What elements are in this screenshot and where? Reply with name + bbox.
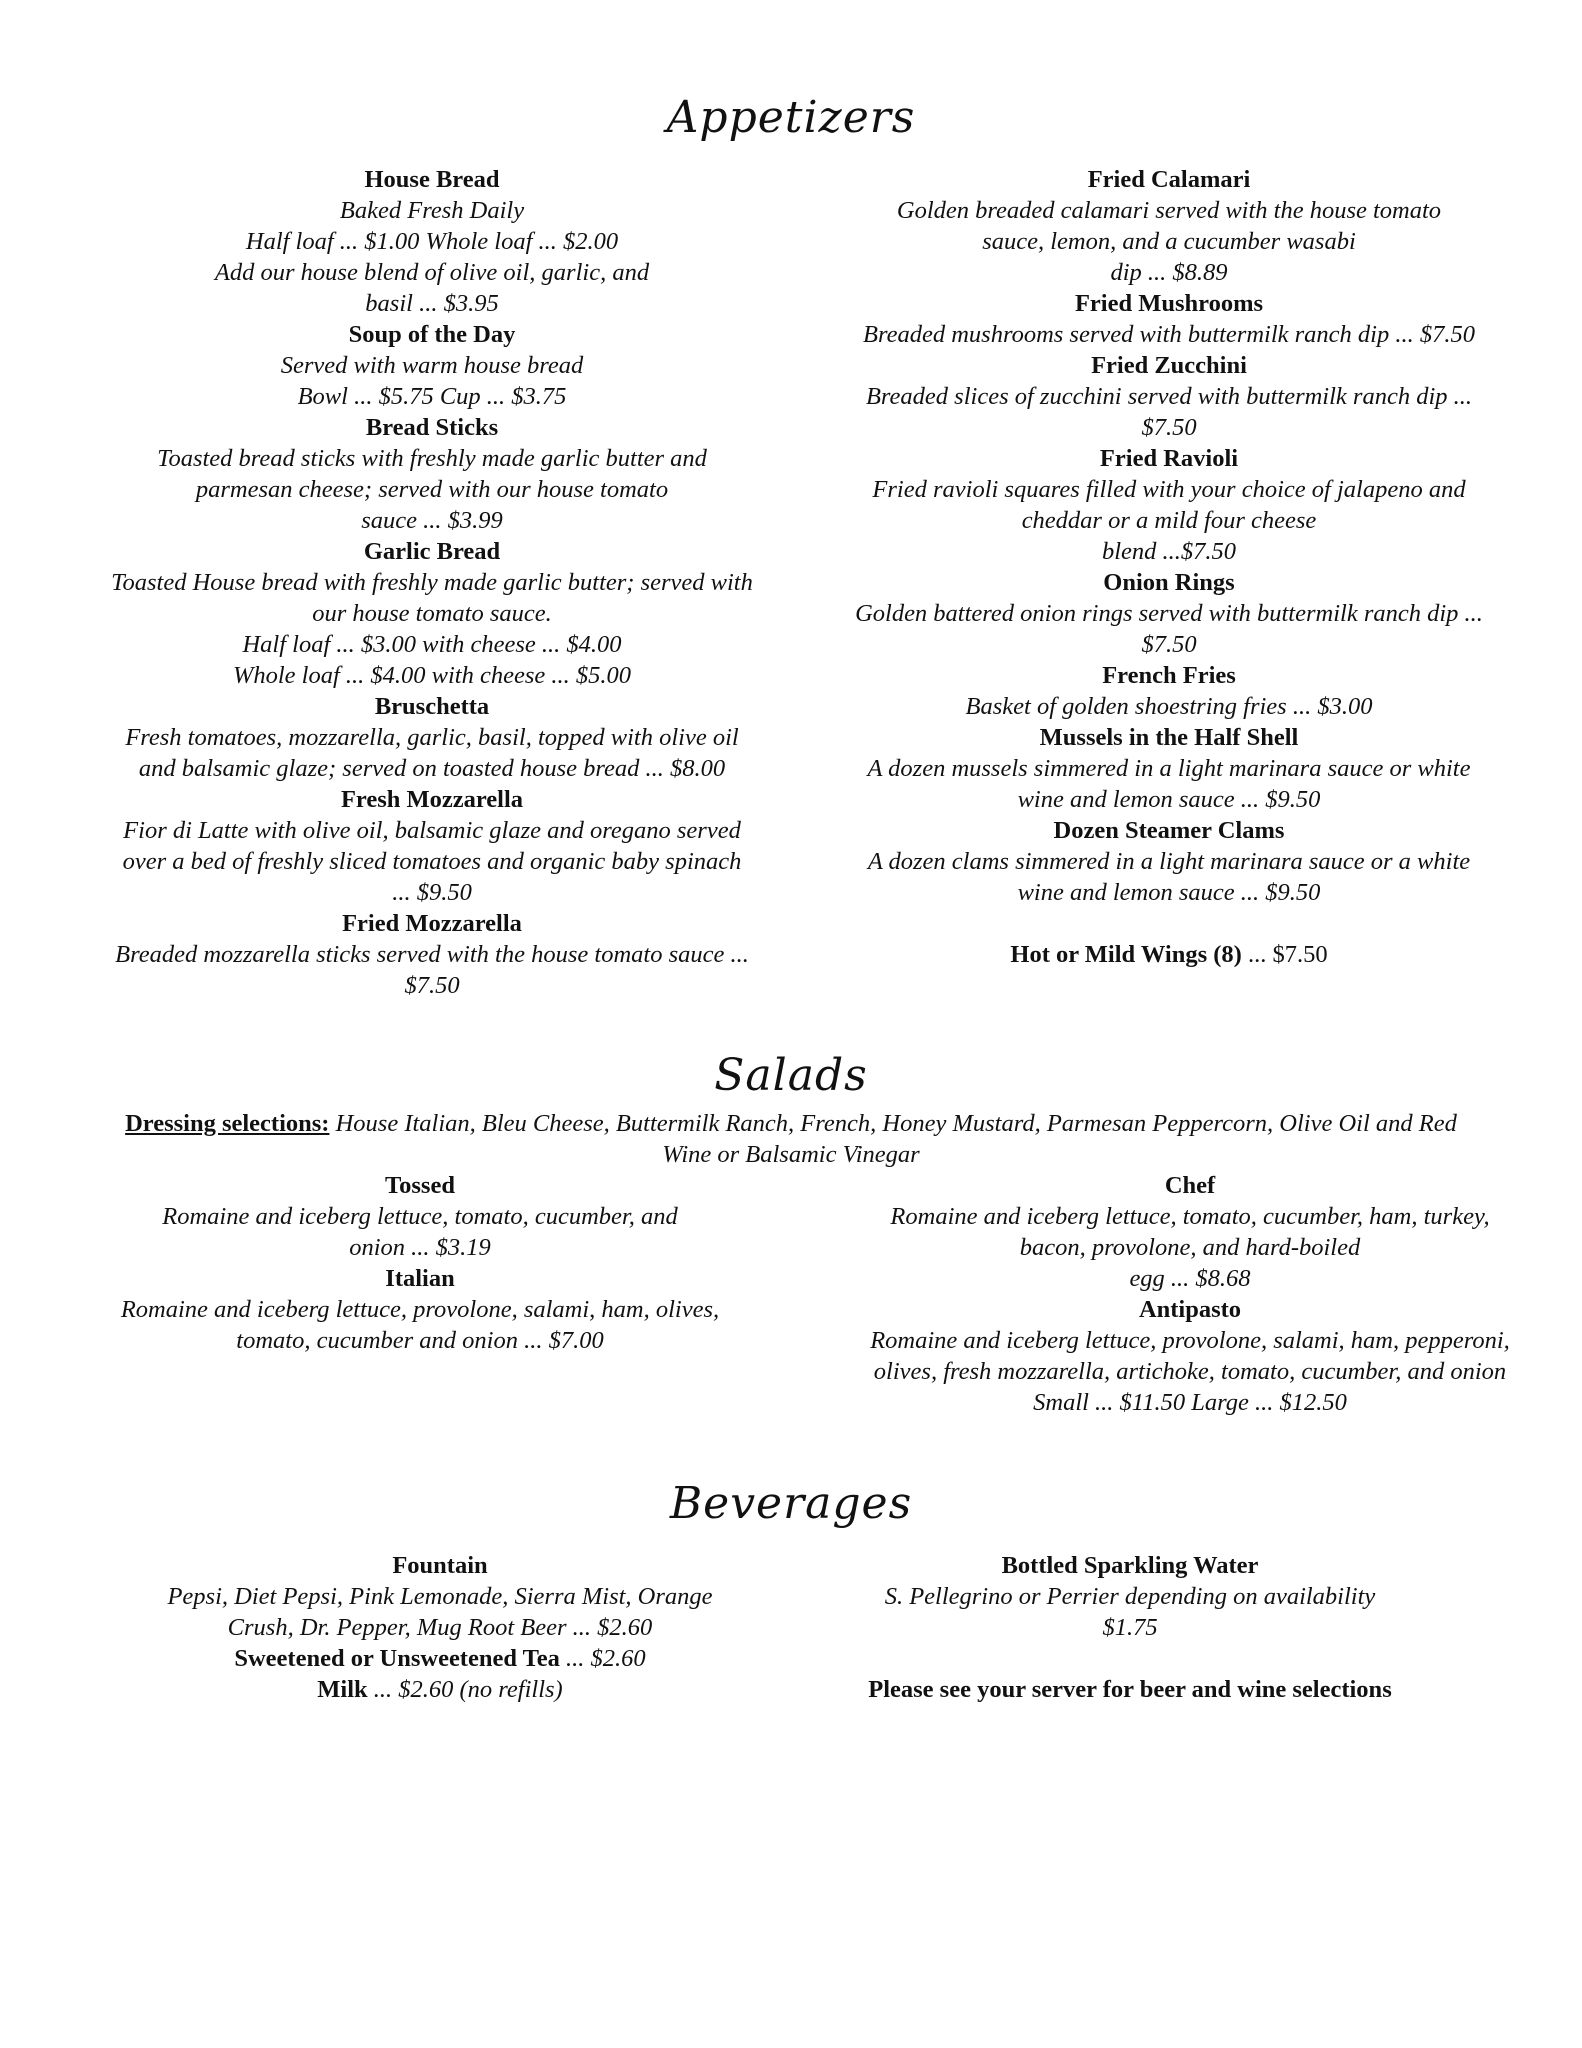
salads-right-column (830, 1170, 1550, 1418)
menu-item-name: Antipasto (1138, 1296, 1242, 1323)
menu-item-desc-line: sauce, lemon, and a cucumber wasabi (982, 228, 1356, 255)
menu-item (812, 443, 1526, 567)
menu-item-desc-line: Bowl ... $5.75 Cup ... $3.75 (297, 383, 567, 410)
menu-item-name: Chef (1164, 1172, 1216, 1199)
menu-item-desc-line: Basket of golden shoestring fries ... $3.00 (965, 693, 1373, 720)
menu-item-desc-line: cheddar or a mild four cheese (1021, 507, 1317, 534)
fountain-name: Fountain (392, 1552, 488, 1579)
menu-item-desc-line: A dozen clams simmered in a light marinara sauce or a white (867, 848, 1471, 875)
dressing-list: House Italian, Bleu Cheese, Buttermilk Ranch, French, Honey Mustard, Parmesan Peppercorn, Olive Oil and Red Wine or Balsamic Vinegar (329, 1110, 1457, 1168)
tea-name: Sweetened or Unsweetened Tea (234, 1645, 560, 1672)
menu-item-desc-line: Toasted bread sticks with freshly made garlic butter and (157, 445, 707, 472)
menu-item-desc-line: wine and lemon sauce ... $9.50 (1017, 879, 1321, 906)
menu-item-desc-line: over a bed of freshly sliced tomatoes and organic baby spinach (122, 848, 742, 875)
menu-item-desc-line: and balsamic glaze; served on toasted house bread ... $8.00 (138, 755, 726, 782)
menu-item (812, 164, 1526, 288)
menu-item-desc-line: Small ... $11.50 Large ... $12.50 (1033, 1389, 1347, 1416)
appetizers-right-list (812, 164, 1526, 908)
wings-item (812, 939, 1526, 970)
menu-item-desc-line: Romaine and iceberg lettuce, provolone, salami, ham, olives, (120, 1296, 720, 1323)
menu-item (812, 815, 1526, 908)
menu-item-name: House Bread (364, 166, 500, 193)
water-desc-line: S. Pellegrino or Perrier depending on availability (884, 1583, 1376, 1610)
tea-price: ... $2.60 (559, 1645, 646, 1672)
menu-item-desc-line: onion ... $3.19 (349, 1234, 491, 1261)
menu-item-desc-line: Romaine and iceberg lettuce, provolone, salami, ham, pepperoni, (870, 1327, 1510, 1354)
water-name: Bottled Sparkling Water (1001, 1552, 1259, 1579)
milk-name: Milk (317, 1676, 368, 1703)
menu-item-desc-line: A dozen mussels simmered in a light marinara sauce or white (867, 755, 1471, 782)
beverages-heading: Beverages (669, 1478, 913, 1529)
menu-item-name: Bruschetta (374, 693, 490, 720)
menu-item-name: Italian (385, 1265, 455, 1292)
menu-item-desc-line: Baked Fresh Daily (339, 197, 525, 224)
menu-item-desc-line: dip ... $8.89 (1110, 259, 1228, 286)
menu-item-desc-line: Romaine and iceberg lettuce, tomato, cucumber, ham, turkey, (890, 1203, 1490, 1230)
menu-item-desc-line: $7.50 (404, 972, 460, 999)
menu-item-desc-line: Half loaf ... $3.00 with cheese ... $4.00 (242, 631, 622, 658)
menu-item-name: Fried Mushrooms (1074, 290, 1264, 317)
tea-item (90, 1643, 790, 1674)
menu-item-desc-line: egg ... $8.68 (1129, 1265, 1251, 1292)
fountain-desc-line: Crush, Dr. Pepper, Mug Root Beer ... $2.60 (227, 1614, 653, 1641)
menu-item-name: Fried Ravioli (1099, 445, 1239, 472)
beverages-left-column (90, 1550, 790, 1705)
menu-item (812, 288, 1526, 350)
salads-heading: Salads (714, 1050, 868, 1101)
menu-item-desc-line: our house tomato sauce. (312, 600, 552, 627)
menu-item-name: Soup of the Day (348, 321, 516, 348)
appetizers-right-column (812, 164, 1526, 970)
menu-item-desc-line: Romaine and iceberg lettuce, tomato, cucumber, and (162, 1203, 678, 1230)
menu-item-desc-line: Breaded mozzarella sticks served with the house tomato sauce ... (115, 941, 749, 968)
salads-left-column (70, 1170, 770, 1356)
appetizers-left-column (62, 164, 802, 1001)
menu-item (812, 660, 1526, 722)
menu-item-desc-line: blend ...$7.50 (1101, 538, 1237, 565)
menu-item-name: Fresh Mozzarella (340, 786, 524, 813)
menu-item (62, 536, 802, 691)
fountain-item (90, 1550, 790, 1643)
water-item (800, 1550, 1460, 1643)
menu-item (830, 1294, 1550, 1418)
menu-item-name: Onion Rings (1103, 569, 1235, 596)
menu-item-name: Fried Zucchini (1091, 352, 1247, 379)
menu-item (812, 722, 1526, 815)
menu-item-name: Bread Sticks (365, 414, 499, 441)
water-desc-line: $1.75 (1102, 1614, 1158, 1641)
menu-item (830, 1170, 1550, 1294)
menu-item-desc-line: Fresh tomatoes, mozzarella, garlic, basil, topped with olive oil (125, 724, 739, 751)
menu-item-desc-line: Half loaf ... $1.00 Whole loaf ... $2.00 (245, 228, 619, 255)
beverages-right-column (800, 1550, 1460, 1705)
menu-item-name: Garlic Bread (363, 538, 501, 565)
menu-item-desc-line: parmesan cheese; served with our house tomato (195, 476, 669, 503)
menu-item-desc-line: $7.50 (1141, 414, 1197, 441)
menu-item-desc-line: Golden breaded calamari served with the house tomato (896, 197, 1442, 224)
milk-item (90, 1674, 790, 1705)
menu-item-name: Dozen Steamer Clams (1053, 817, 1285, 844)
menu-item-desc-line: sauce ... $3.99 (361, 507, 503, 534)
menu-item (70, 1263, 770, 1356)
menu-item-desc-line: Breaded mushrooms served with buttermilk ranch dip ... $7.50 (863, 321, 1475, 348)
menu-item (62, 908, 802, 1001)
menu-item-desc-line: basil ... $3.95 (365, 290, 499, 317)
menu-item (812, 567, 1526, 660)
server-note: Please see your server for beer and wine selections (868, 1676, 1392, 1703)
wings-name: Hot or Mild Wings (8) (1010, 941, 1242, 968)
menu-item (62, 412, 802, 536)
menu-item-desc-line: Fior di Latte with olive oil, balsamic glaze and oregano served (123, 817, 741, 844)
menu-item-desc-line: Golden battered onion rings served with buttermilk ranch dip ... (855, 600, 1483, 627)
fountain-desc-line: Pepsi, Diet Pepsi, Pink Lemonade, Sierra Mist, Orange (167, 1583, 713, 1610)
menu-item-desc-line: $7.50 (1141, 631, 1197, 658)
menu-item-name: Mussels in the Half Shell (1039, 724, 1299, 751)
menu-item (70, 1170, 770, 1263)
menu-item-desc-line: Breaded slices of zucchini served with buttermilk ranch dip ... (865, 383, 1473, 410)
menu-item-desc-line: ... $9.50 (392, 879, 472, 906)
menu-item-desc-line: olives, fresh mozzarella, artichoke, tomato, cucumber, and onion (873, 1358, 1507, 1385)
menu-item (62, 319, 802, 412)
menu-item-desc-line: Whole loaf ... $4.00 with cheese ... $5.00 (232, 662, 632, 689)
menu-item-name: Fried Calamari (1087, 166, 1251, 193)
menu-item (812, 350, 1526, 443)
dressing-selections (110, 1108, 1472, 1170)
menu-item-desc-line: Served with warm house bread (280, 352, 584, 379)
menu-item-desc-line: bacon, provolone, and hard-boiled (1019, 1234, 1361, 1261)
menu-item-desc-line: Add our house blend of olive oil, garlic, and (214, 259, 650, 286)
appetizers-heading: Appetizers (666, 92, 916, 143)
milk-price: ... $2.60 (no refills) (367, 1676, 563, 1703)
menu-item-name: Tossed (385, 1172, 455, 1199)
menu-item-desc-line: Toasted House bread with freshly made garlic butter; served with (111, 569, 753, 596)
menu-item-desc-line: wine and lemon sauce ... $9.50 (1017, 786, 1321, 813)
menu-item-name: French Fries (1102, 662, 1236, 689)
menu-item (62, 691, 802, 784)
menu-item-name: Fried Mozzarella (342, 910, 522, 937)
wings-price: ... $7.50 (1241, 941, 1328, 968)
menu-item (62, 164, 802, 319)
menu-item (62, 784, 802, 908)
menu-item-desc-line: Fried ravioli squares filled with your choice of jalapeno and (872, 476, 1466, 503)
dressing-label: Dressing selections: (125, 1110, 330, 1137)
menu-item-desc-line: tomato, cucumber and onion ... $7.00 (236, 1327, 604, 1354)
